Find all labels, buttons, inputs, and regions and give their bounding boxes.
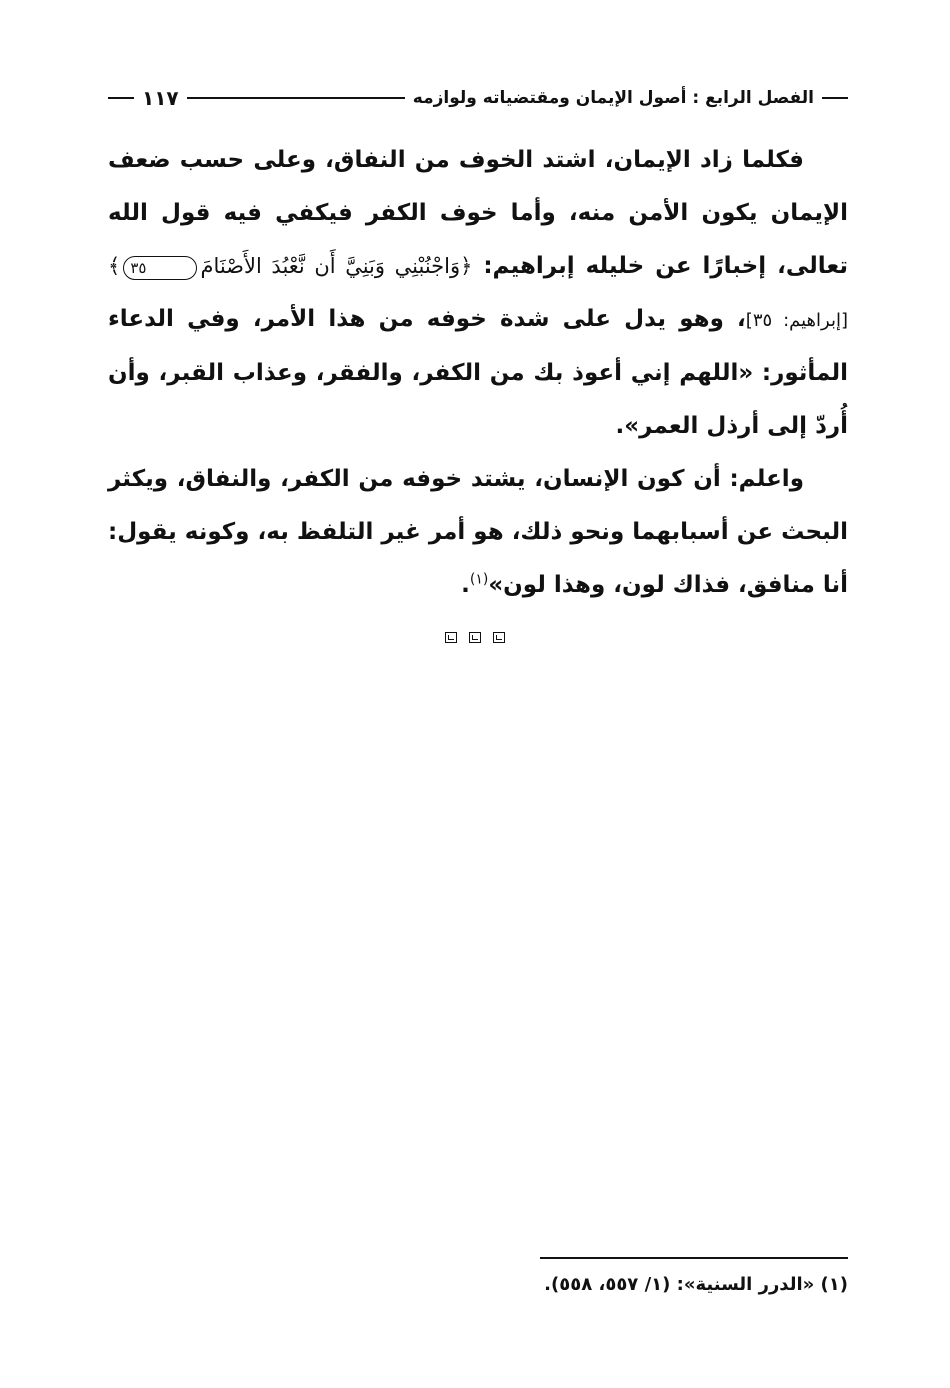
verse-number-badge: ٣٥ — [123, 256, 197, 280]
paragraph-1-intro: فكلما زاد الإيمان، اشتد الخوف من النفاق، وعلى حسب ضعف الإيمان يكون الأمن منه، وأما خوف الكفر فيكفي فيه قول الله تعالى، إخبارًا عن خليله إبراهيم: — [108, 147, 848, 279]
footnote-rule — [540, 1257, 848, 1259]
main-text — [108, 134, 848, 612]
separator-box-icon — [493, 632, 505, 643]
header-dash-right — [822, 97, 848, 99]
verse-close-bracket: ﴾ — [108, 254, 121, 278]
footnote: (١) «الدرر السنية»: (١/ ٥٥٧، ٥٥٨). — [544, 1274, 848, 1295]
verse-open-bracket: ﴿ — [460, 254, 473, 278]
header-rule — [187, 97, 405, 99]
verse-text: وَاجْنُبْنِي وَبَنِيَّ أَن نَّعْبُدَ الأَصْنَامَ — [200, 254, 461, 278]
header-dash-left — [108, 97, 134, 99]
paragraph-2-text: واعلم: أن كون الإنسان، يشتد خوفه من الكفر، والنفاق، ويكثر البحث عن أسبابهما ونحو ذلك، هو أمر غير التلفظ به، وكونه يقول: أنا منافق، فذاك لون، وهذا لون» — [108, 466, 848, 598]
footnote-marker: (١) — [469, 571, 489, 588]
chapter-title: الفصل الرابع : أصول الإيمان ومقتضياته ولوازمه — [412, 88, 814, 108]
page-number: ١١٧ — [142, 86, 179, 110]
paragraph-1 — [108, 134, 848, 453]
separator-box-icon — [469, 632, 481, 643]
verse-reference: [إبراهيم: ٣٥] — [745, 310, 848, 331]
quran-verse — [108, 254, 472, 278]
paragraph-2 — [108, 453, 848, 612]
section-separator — [0, 628, 950, 647]
separator-box-icon — [445, 632, 457, 643]
running-header — [108, 84, 848, 112]
paragraph-2-end: . — [461, 572, 470, 598]
paragraph-1-rest: ، وهو يدل على شدة خوفه من هذا الأمر، وفي الدعاء المأثور: «اللهم إني أعوذ بك من الكفر، والفقر، وعذاب القبر، وأن أُردّ إلى أرذل العمر». — [108, 306, 848, 439]
